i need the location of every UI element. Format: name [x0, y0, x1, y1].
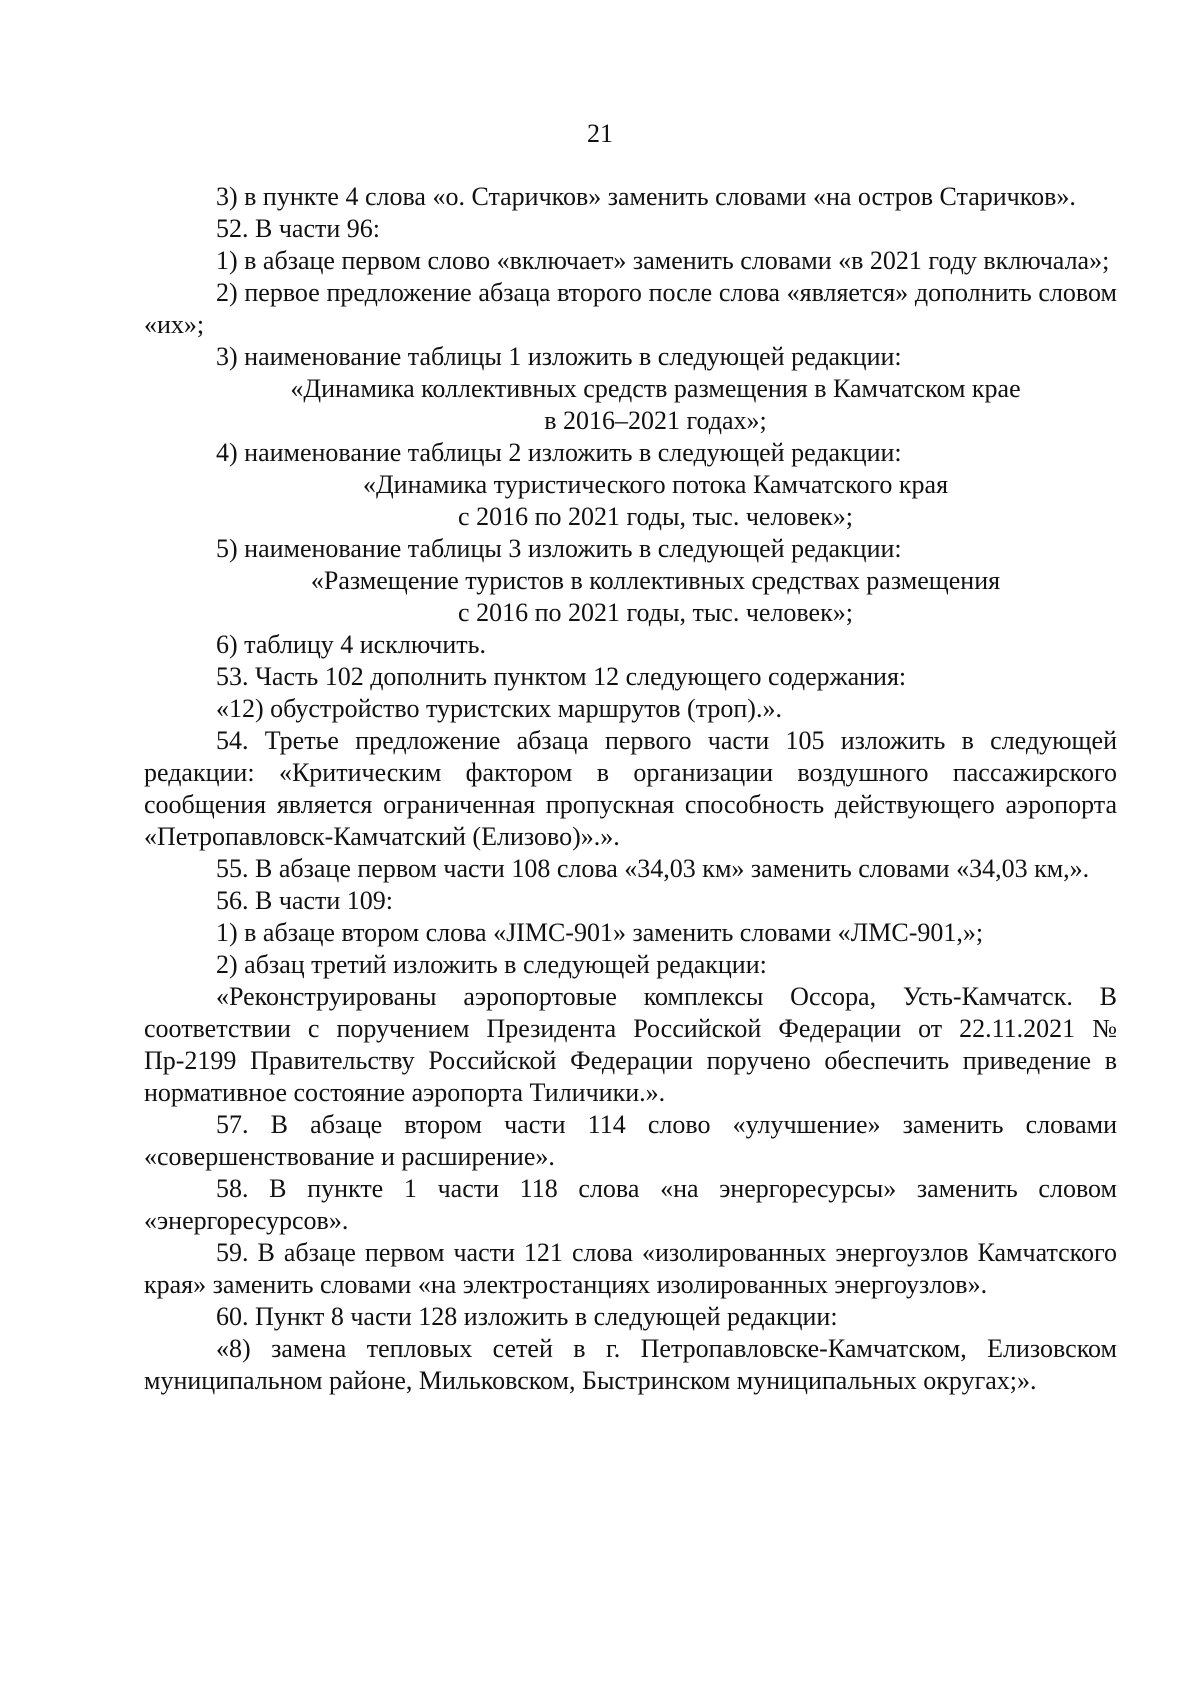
paragraph: 53. Часть 102 дополнить пунктом 12 следующего содержания: — [216, 662, 907, 691]
paragraph: 1) в абзаце втором слова «JIMC-901» заменить словами «ЛМС-901,»; — [216, 918, 984, 947]
centered-heading-line: с 2016 по 2021 годы, тыс. человек»; — [458, 502, 853, 531]
paragraph: 60. Пункт 8 части 128 изложить в следующей редакции: — [216, 1302, 838, 1331]
paragraph: «Реконструированы аэропортовые комплексы Оссора, Усть-Камчатск. В соответствии с поручением Президента Российской Федерации от 22.11.2021 № Пр-2199 Правительству Российской Федерации поручено обеспечить приведение в нормативное состояние аэропорта Тиличики.». — [144, 982, 1117, 1107]
paragraph: «8) замена тепловых сетей в г. Петропавловске-Камчатском, Елизовском муниципальном районе, Мильковском, Быстринском муниципальных округах;». — [144, 1334, 1117, 1395]
paragraph: 2) первое предложение абзаца второго после слова «является» дополнить словом «их»; — [144, 278, 1117, 339]
paragraph: 5) наименование таблицы 3 изложить в следующей редакции: — [216, 534, 902, 563]
paragraph: 1) в абзаце первом слово «включает» заменить словами «в 2021 году включала»; — [216, 246, 1110, 275]
paragraph: 57. В абзаце втором части 114 слово «улучшение» заменить словами «совершенствование и расширение». — [144, 1110, 1117, 1171]
centered-heading-line: с 2016 по 2021 годы, тыс. человек»; — [458, 598, 853, 627]
paragraph: 54. Третье предложение абзаца первого части 105 изложить в следующей редакции: «Критическим фактором в организации воздушного пассажирского сообщения является ограниченная пропускная способность действующего аэропорта «Петропавловск-Камчатский (Елизово)».». — [144, 726, 1117, 851]
paragraph: 6) таблицу 4 исключить. — [216, 630, 486, 659]
centered-heading-line: «Динамика туристического потока Камчатского края — [362, 470, 949, 499]
paragraph: 2) абзац третий изложить в следующей редакции: — [216, 950, 767, 979]
centered-heading-line: в 2016–2021 годах»; — [544, 406, 767, 435]
paragraph: 59. В абзаце первом части 121 слова «изолированных энергоузлов Камчатского края» заменить словами «на электростанциях изолированных энергоузлов». — [144, 1238, 1117, 1299]
paragraph: 55. В абзаце первом части 108 слова «34,03 км» заменить словами «34,03 км,». — [216, 854, 1090, 883]
page-number: 21 — [587, 119, 613, 148]
paragraph: 52. В части 96: — [216, 214, 380, 243]
paragraph: 3) наименование таблицы 1 изложить в следующей редакции: — [216, 342, 902, 371]
paragraph: 3) в пункте 4 слова «о. Старичков» заменить словами «на остров Старичков». — [216, 182, 1076, 211]
paragraph: 56. В части 109: — [216, 886, 393, 915]
centered-heading-line: «Размещение туристов в коллективных средствах размещения — [310, 566, 1001, 595]
centered-heading-line: «Динамика коллективных средств размещения в Камчатском крае — [290, 374, 1021, 403]
paragraph: «12) обустройство туристских маршрутов (троп).». — [216, 694, 782, 723]
paragraph: 4) наименование таблицы 2 изложить в следующей редакции: — [216, 438, 902, 467]
document-body — [144, 181, 1117, 1397]
paragraph: 58. В пункте 1 части 118 слова «на энергоресурсы» заменить словом «энергоресурсов». — [144, 1174, 1117, 1235]
